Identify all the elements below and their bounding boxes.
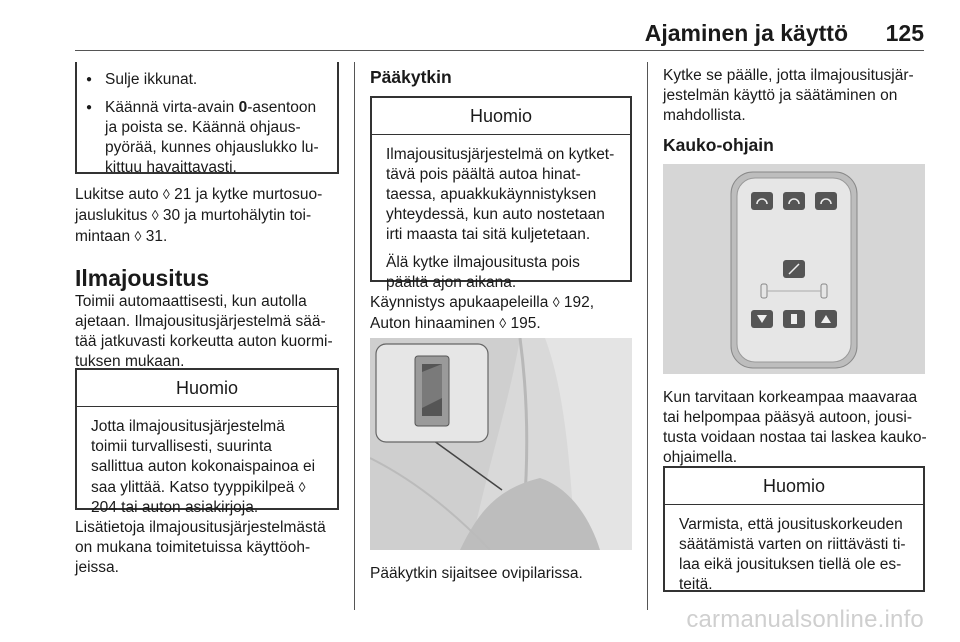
note-text: Varmista, että jousituskorkeuden säätämistä varten on riittävästi tilaa eikä jousituksen tiellä ole esteitä.	[679, 516, 906, 593]
info-paragraph: Lisätietoja ilmajousitusjärjestelmästä on mukana toimitetuissa käyttöohjeissa.	[75, 519, 326, 576]
bullet-box	[75, 62, 339, 174]
note-text: Jotta ilmajousitusjärjestelmä toimii turvallisesti, suurinta sallittua auton kokonaispainoa ei saa ylittää. Katso tyyppikilpeä ◊ 204 tai auton asiakirjoja.	[91, 418, 316, 516]
header-rule	[75, 50, 924, 51]
section-title-kauko-ohjain: Kauko-ohjain	[663, 135, 774, 155]
note-title: Huomio	[75, 370, 339, 407]
remote-button-1	[751, 192, 773, 210]
remote-control-illustration	[663, 164, 925, 374]
column-divider-right	[647, 62, 648, 610]
watermark: carmanualsonline.info	[686, 606, 924, 633]
lock-paragraph: Lukitse auto ◊ 21 ja kytke murtosuojauslukitus ◊ 30 ja murtohälytin toimintaan ◊ 31.	[75, 186, 323, 245]
reference-links: Käynnistys apukaapeleilla ◊ 192, Auton hinaaminen ◊ 195.	[370, 294, 595, 332]
note-box-weight	[75, 368, 339, 516]
remote-button-2	[783, 192, 805, 210]
page-number: 125	[885, 20, 924, 46]
section-title-ilmajousitus: Ilmajousitus	[75, 265, 210, 291]
page-header-title: Ajaminen ja käyttö	[644, 20, 848, 46]
note-paragraph-1: Ilmajousitusjärjestelmä on kytkettävä pois päältä autoa hinattaessa, apuakkukäynnistyksen yhteydessä, kun auto nostetaan irti maasta tai sitä kuljetetaan.	[386, 146, 615, 243]
switch-on-paragraph: Kytke se päälle, jotta ilmajousitusjärjestelmän käyttö ja säätäminen on mahdollista.	[663, 67, 914, 124]
column-divider-left	[354, 62, 355, 610]
remote-button-3	[815, 192, 837, 210]
remote-paragraph: Kun tarvitaan korkeampaa maavaraa tai helpompaa pääsyä autoon, jousitusta voidaan nostaa tai laskea kauko-ohjaimella.	[663, 389, 927, 466]
section-intro: Toimii automaattisesti, kun autolla ajetaan. Ilmajousitusjärjestelmä säätää jatkuvasti korkeutta auton kuormituksen mukaan.	[75, 293, 333, 370]
note-box-main-switch	[370, 96, 632, 291]
illustration-caption: Pääkytkin sijaitsee ovipilarissa.	[370, 565, 583, 582]
bullet-item-close-windows: ● Sulje ikkunat.	[77, 70, 327, 90]
note-title: Huomio	[370, 98, 632, 135]
bullet-item-turn-key: ● Käännä virta-avain 0-asentoon ja poista se. Käännä ohjauspyörää, kunnes ohjauslukko lukittuu havaittavasti.	[77, 98, 327, 178]
note-paragraph-2: Älä kytke ilmajousitusta pois päältä ajon aikana.	[386, 254, 580, 291]
note-box-clearance	[663, 466, 925, 592]
note-title: Huomio	[663, 468, 925, 505]
section-title-paakytkin: Pääkytkin	[370, 67, 452, 87]
pillar-switch-illustration	[370, 338, 632, 550]
